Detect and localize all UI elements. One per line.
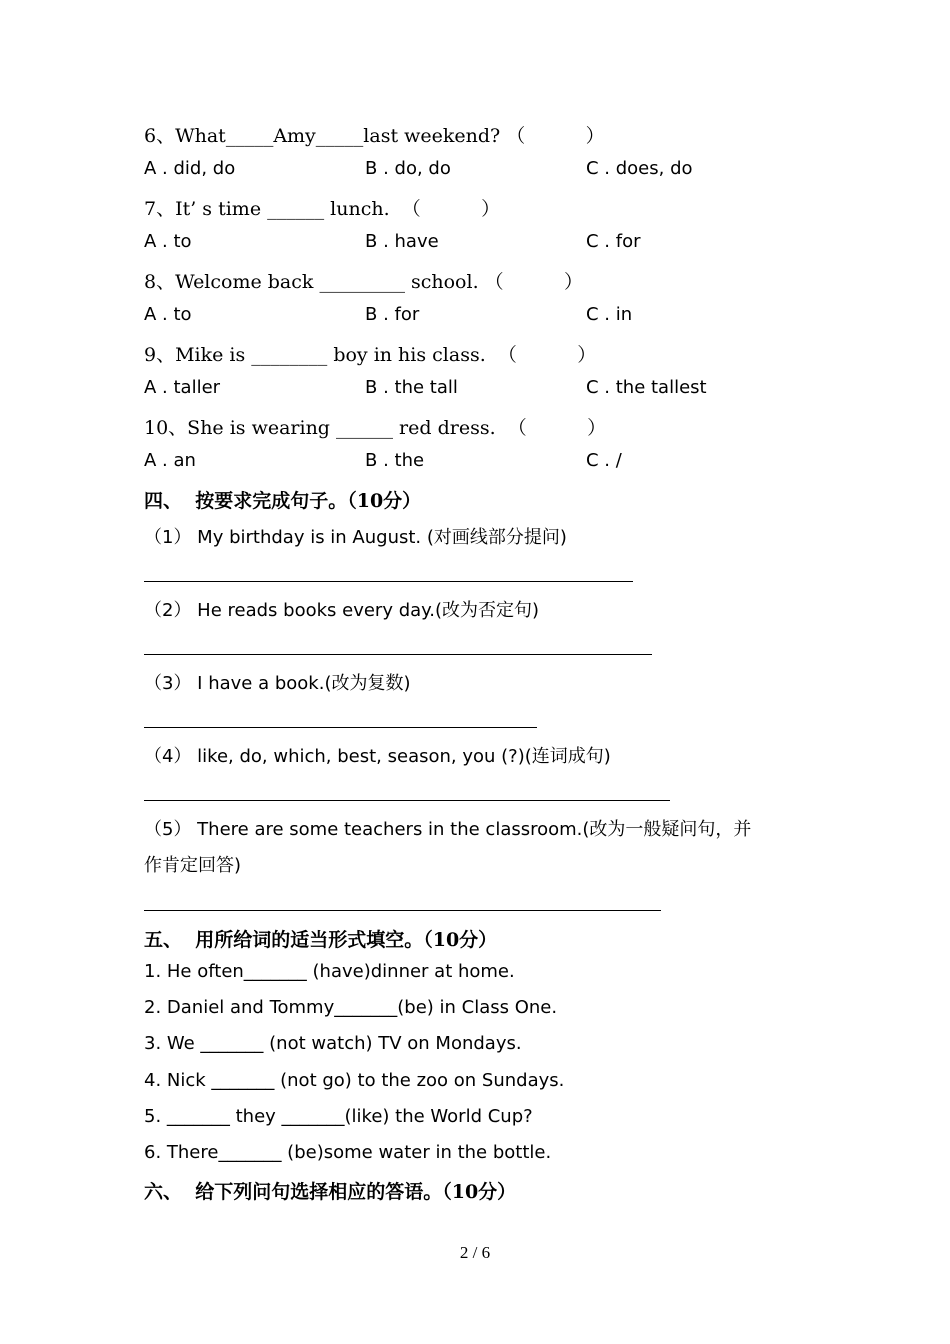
- q10-option-c: C . /: [586, 450, 622, 471]
- section-4-item-2: （2） He reads books every day.(改为否定句): [144, 600, 539, 621]
- section-5-item-3: 3. We _______ (not watch) TV on Mondays.: [144, 1033, 522, 1054]
- q8-option-a: A . to: [144, 304, 192, 325]
- section-5-item-2: 2. Daniel and Tommy_______(be) in Class One.: [144, 997, 558, 1018]
- section-5-item-6: 6. There_______ (be)some water in the bottle.: [144, 1142, 552, 1163]
- answer-line: [144, 581, 633, 582]
- question-10: 10、She is wearing ______ red dress. （ ）: [144, 417, 607, 439]
- q7-option-b: B . have: [365, 231, 439, 252]
- q9-option-b: B . the tall: [365, 377, 458, 398]
- q9-option-c: C . the tallest: [586, 377, 707, 398]
- section-5-heading: 五、 用所给词的适当形式填空。（10分）: [144, 929, 498, 951]
- section-4-item-5: （5） There are some teachers in the classroom.(改为一般疑问句，并: [144, 819, 752, 840]
- section-4-item-5-cont: 作肯定回答): [144, 855, 242, 876]
- section-4-item-1: （1） My birthday is in August. (对画线部分提问): [144, 527, 567, 548]
- q8-option-b: B . for: [365, 304, 420, 325]
- q6-option-a: A . did, do: [144, 158, 236, 179]
- section-5-item-1: 1. He often_______ (have)dinner at home.: [144, 961, 515, 982]
- section-6-heading: 六、 给下列问句选择相应的答语。（10分）: [144, 1181, 517, 1203]
- answer-line: [144, 654, 652, 655]
- question-9: 9、Mike is ________ boy in his class. （ ）: [144, 344, 597, 366]
- section-4-item-4: （4） like, do, which, best, season, you (?)(连词成句): [144, 746, 611, 767]
- q6-option-c: C . does, do: [586, 158, 693, 179]
- answer-line: [144, 800, 670, 801]
- q6-option-b: B . do, do: [365, 158, 451, 179]
- q10-option-a: A . an: [144, 450, 196, 471]
- q9-option-a: A . taller: [144, 377, 221, 398]
- answer-line: [144, 910, 661, 911]
- section-5-item-5: 5. _______ they _______(like) the World Cup?: [144, 1106, 533, 1127]
- q7-option-a: A . to: [144, 231, 192, 252]
- page-number: 2 / 6: [459, 1243, 491, 1262]
- section-5-item-4: 4. Nick _______ (not go) to the zoo on Sundays.: [144, 1070, 565, 1091]
- q7-option-c: C . for: [586, 231, 641, 252]
- question-7: 7、It’ s time ______ lunch. （ ）: [144, 198, 501, 220]
- answer-line: [144, 727, 537, 728]
- q8-option-c: C . in: [586, 304, 633, 325]
- q10-option-b: B . the: [365, 450, 425, 471]
- section-4-heading: 四、 按要求完成句子。（10分）: [144, 490, 422, 512]
- question-8: 8、Welcome back _________ school. （ ）: [144, 271, 584, 293]
- question-6: 6、What_____Amy_____last weekend? （ ）: [144, 125, 605, 147]
- section-4-item-3: （3） I have a book.(改为复数): [144, 673, 411, 694]
